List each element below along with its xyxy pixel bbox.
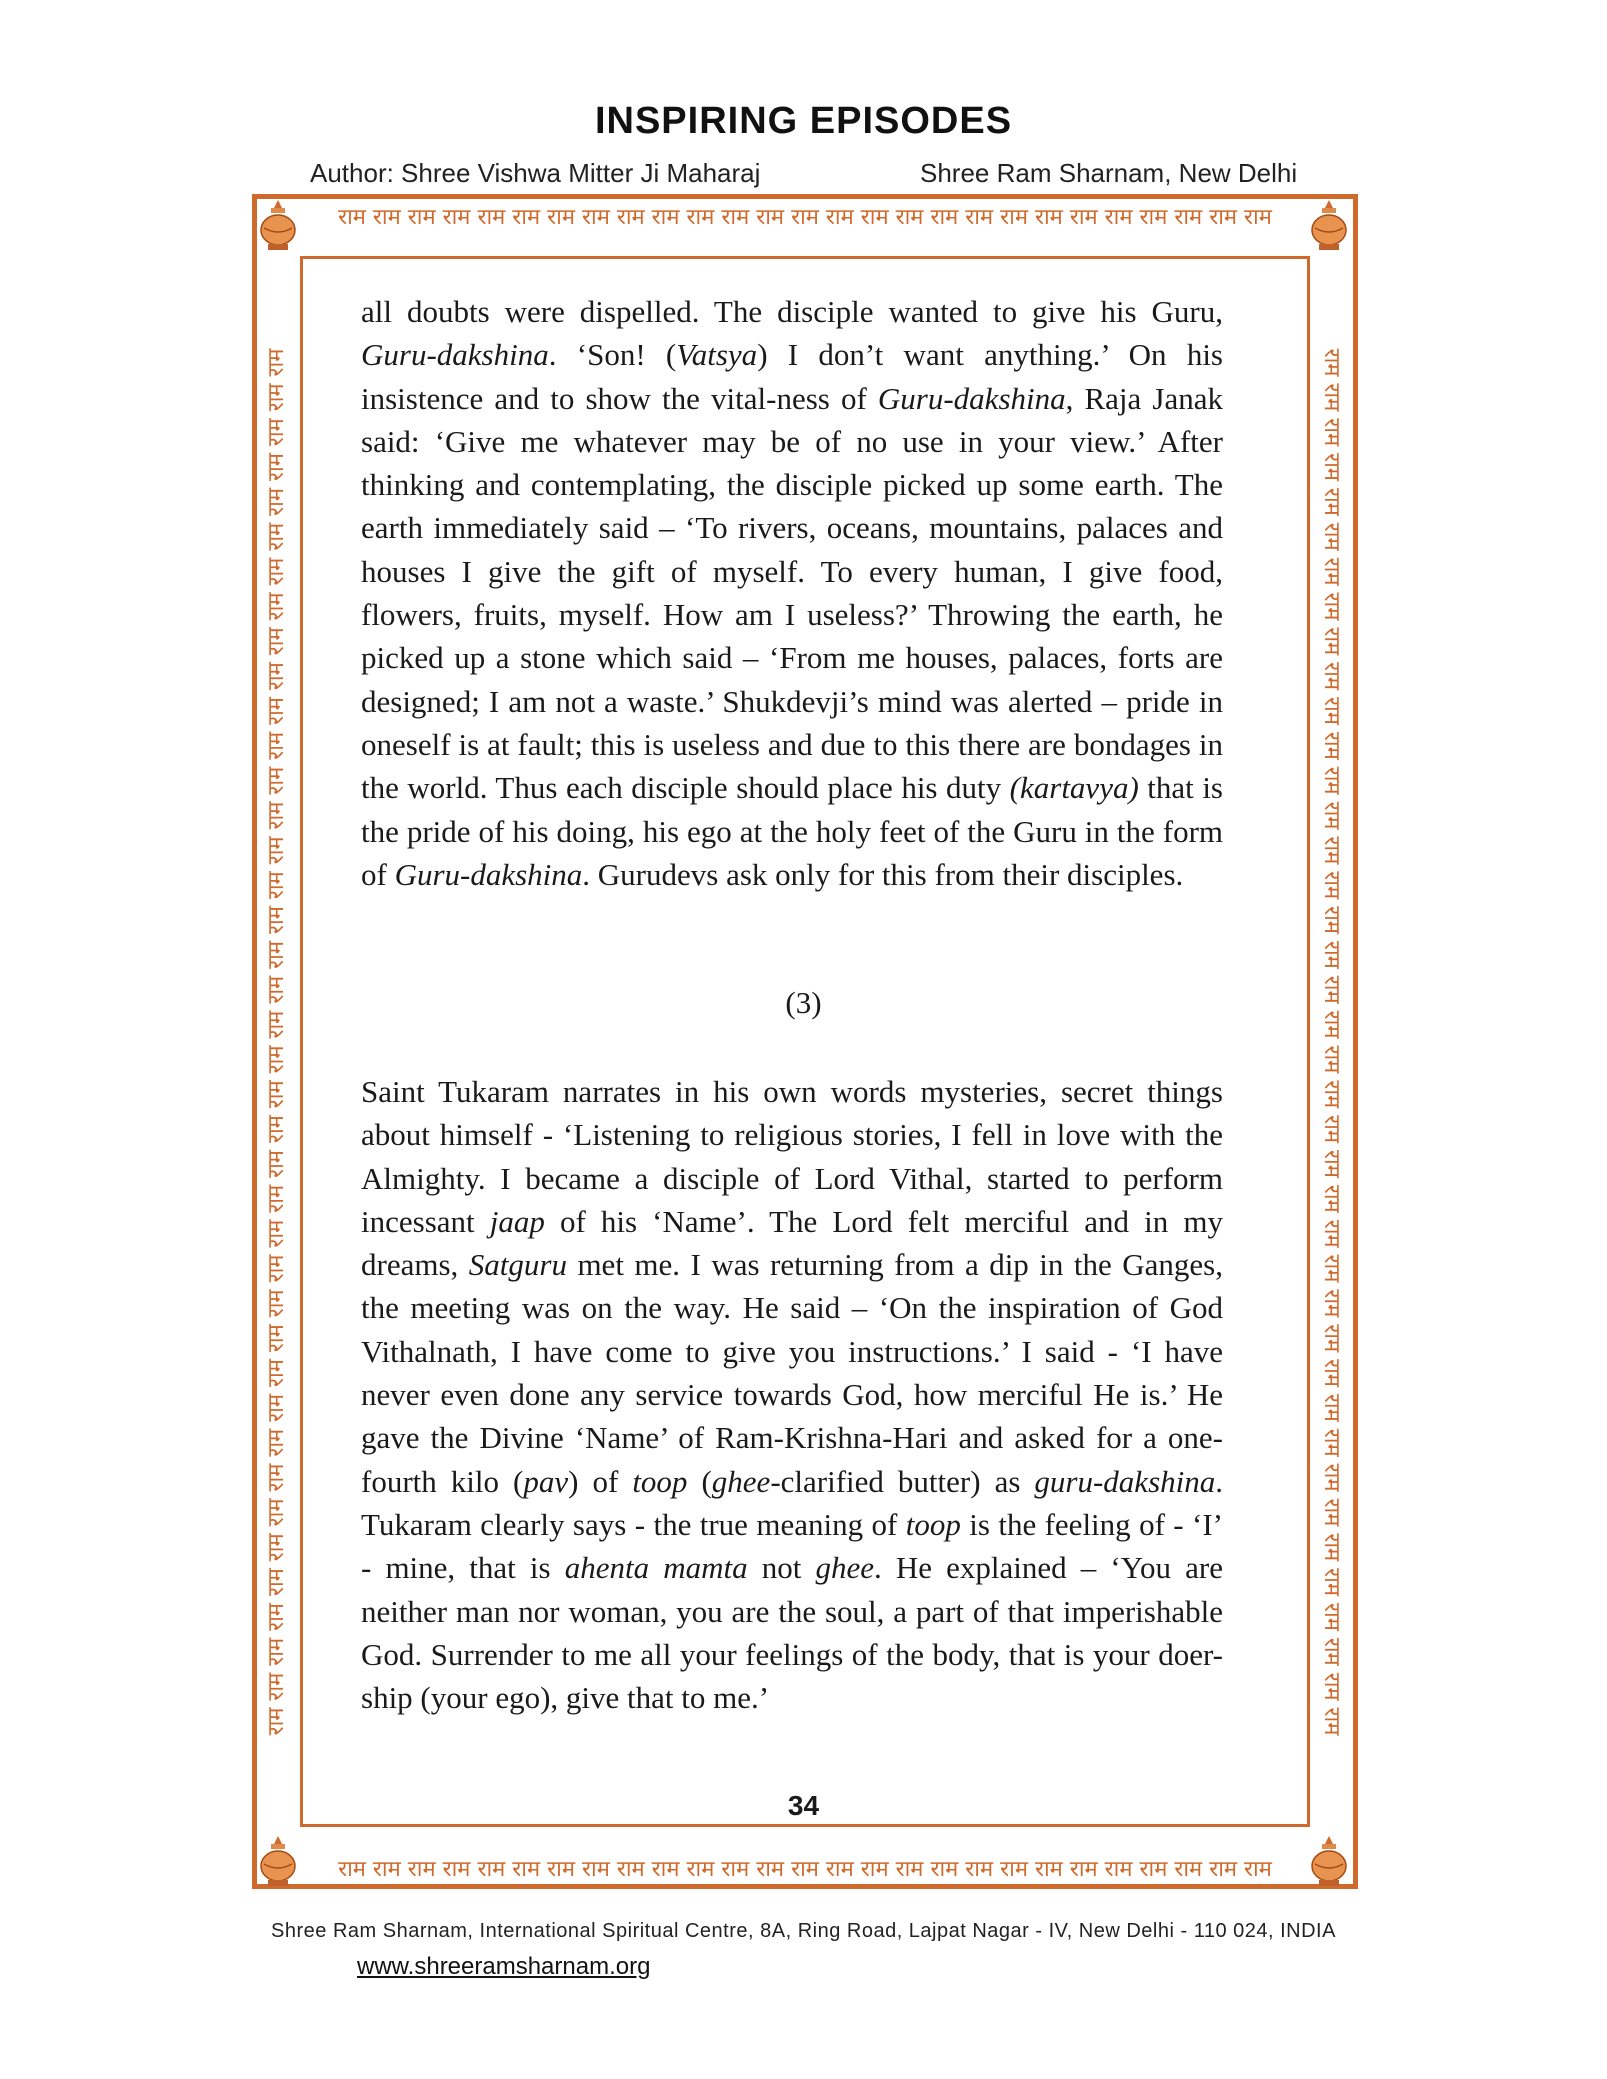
border-rule-bottom-inner [300,1824,1310,1827]
kalash-ornament-icon [1307,1834,1351,1890]
publisher-line: Shree Ram Sharnam, New Delhi [920,158,1298,188]
footer-address: Shree Ram Sharnam, International Spiritual Centre, 8A, Ring Road, Lajpat Nagar - IV, New Delhi - 110 024, INDIA [271,1920,1336,1942]
border-rule-right-outer [1353,194,1358,1889]
border-rule-left-inner [300,256,303,1827]
ram-border-left-text: राम राम राम राम राम राम राम राम राम राम राम राम राम राम राम राम राम राम राम राम राम राम राम राम राम राम राम राम राम राम राम राम राम राम राम राम राम राम राम राम [264,348,289,1736]
kalash-ornament-icon [256,1834,300,1890]
ram-border-bottom: राम राम राम राम राम राम राम राम राम राम राम राम राम राम राम राम राम राम राम राम राम राम राम राम राम राम राम [338,1857,1272,1882]
kalash-ornament-icon [256,198,300,254]
border-rule-top-inner [300,256,1310,259]
footer-website-link[interactable]: www.shreeramsharnam.org [357,1953,651,1980]
ram-border-right [1316,262,1346,1822]
border-rule-top-outer [252,194,1358,199]
kalash-ornament-icon [1307,198,1351,254]
author-line: Author: Shree Vishwa Mitter Ji Maharaj [310,158,761,188]
ram-border-left [262,262,292,1822]
section-number: (3) [785,985,822,1020]
ram-border-right-text: राम राम राम राम राम राम राम राम राम राम राम राम राम राम राम राम राम राम राम राम राम राम राम राम राम राम राम राम राम राम राम राम राम राम राम राम राम राम राम राम [1319,348,1344,1736]
paragraph-2: Saint Tukaram narrates in his own words mysteries, secret things about himself - ‘Listening to religious stories, I fell in love with the Almighty. I became a disciple of Lord Vithal, started to perform incessant jaap of his ‘Name’. The Lord felt merciful and in my dreams, Satguru met me. I was returning from a dip in the Ganges, the meeting was on the way. He said – ‘On the inspiration of God Vithalnath, I have come to give you instructions.’ I said - ‘I have never even done any service towards God, how merciful He is.’ He gave the Divine ‘Name’ of Ram-Krishna-Hari and asked for a one-fourth kilo (pav) of toop (ghee-clarified butter) as guru-dakshina. Tukaram clearly says - the true meaning of toop is the feeling of - ‘I’ - mine, that is ahenta mamta not ghee. He explained – ‘You are neither man nor woman, you are the soul, a part of that imperishable God. Surrender to me all your feelings of the body, that is your doer-ship (your ego), give that to me.’ [361,1074,1224,1716]
ram-border-top: राम राम राम राम राम राम राम राम राम राम राम राम राम राम राम राम राम राम राम राम राम राम राम राम राम राम राम [338,205,1272,230]
doc-title: INSPIRING EPISODES [594,100,1013,142]
page-number: 34 [787,1790,820,1821]
border-rule-left-outer [252,194,257,1889]
border-rule-right-inner [1307,256,1310,1827]
paragraph-1: all doubts were dispelled. The disciple wanted to give his Guru, Guru-dakshina. ‘Son! (Vatsya) I don’t want anything.’ On his insistence and to show the vital-ness of Guru-dakshina, Raja Janak said: ‘Give me whatever may be of no use in your view.’ After thinking and contemplating, the disciple picked up some earth. The earth immediately said – ‘To rivers, oceans, mountains, palaces and houses I give the gift of myself. To every human, I give food, flowers, fruits, myself. How am I useless?’ Throwing the earth, he picked up a stone which said – ‘From me houses, palaces, forts are designed; I am not a waste.’ Shukdevji’s mind was alerted – pride in oneself is at fault; this is useless and due to this there are bondages in the world. Thus each disciple should place his duty (kartavya) that is the pride of his doing, his ego at the holy feet of the Guru in the form of Guru-dakshina. Gurudevs ask only for this from their disciples. [361,294,1224,892]
